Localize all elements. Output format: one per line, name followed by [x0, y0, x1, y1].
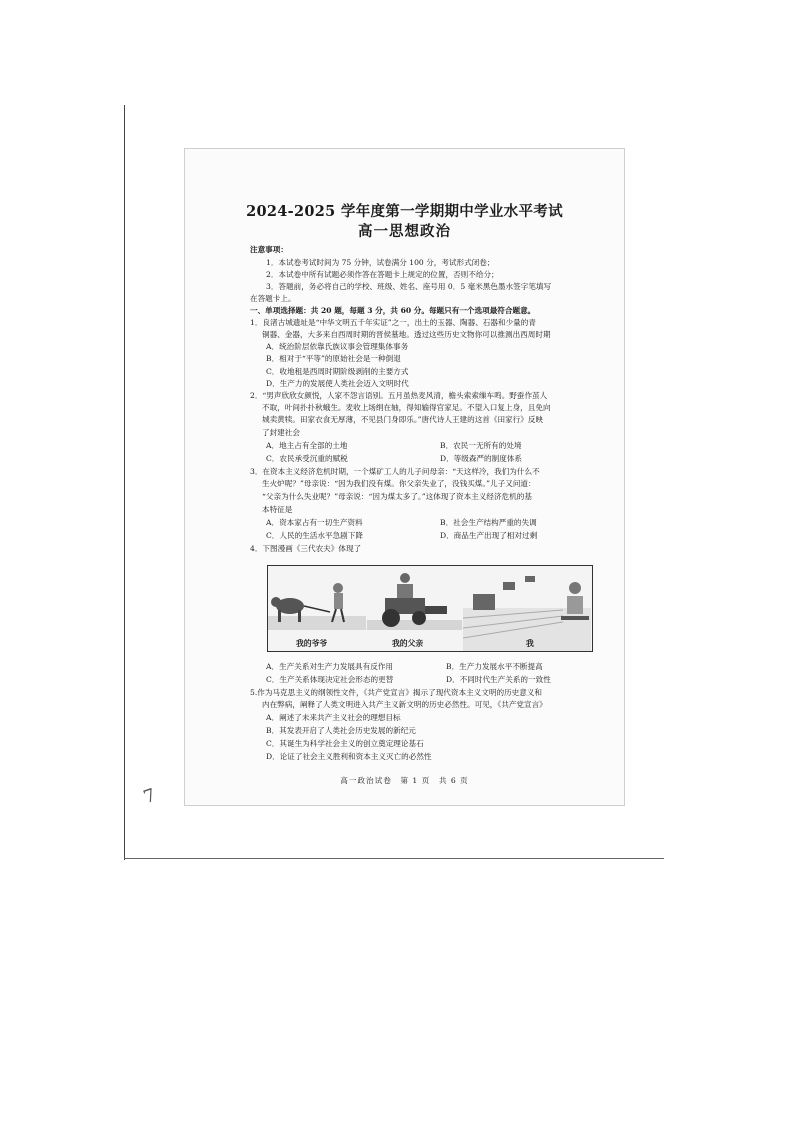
question-4-option-c: C．生产关系体现决定社会形态的更替: [266, 675, 394, 684]
notice-item: 2．本试卷中所有试题必须作答在答题卡上规定的位置，否则不给分；: [266, 270, 499, 279]
scan-border-bottom: [124, 858, 664, 859]
question-5-option-c: C．其诞生为科学社会主义的创立奠定理论基石: [266, 739, 424, 748]
exam-subject: 高一思想政治: [358, 223, 451, 240]
question-2-option-d: D．等级森严的制度体系: [440, 454, 523, 463]
question-3-text: 生火炉呢？”母亲说：“因为我们没有煤。你父亲失业了，没钱买煤。”儿子又问道：: [262, 479, 536, 488]
question-4-option-b: B．生产力发展水平不断提高: [446, 662, 543, 671]
question-3-text: 3．在资本主义经济危机时期，一个煤矿工人的儿子问母亲：“天这样冷，我们为什么不: [250, 467, 540, 476]
question-2-option-b: B．农民一无所有的处境: [440, 441, 522, 450]
question-5-option-b: B．其发表开启了人类社会历史发展的新纪元: [266, 726, 416, 735]
notice-item: 3．答题前，务必将自己的学校、班级、姓名、座号用 0．5 毫米黑色墨水签字笔填写: [266, 282, 552, 291]
comic-caption-grandfather: 我的爷爷: [296, 639, 328, 648]
comic-caption-me: 我: [526, 639, 534, 648]
question-5-option-d: D．论证了社会主义胜利和资本主义灭亡的必然性: [266, 752, 432, 761]
question-1-option-d: D．生产力的发展使人类社会迈入文明时代: [266, 379, 409, 388]
question-2-text: 2．“男声欣欣女颜悦，人家不怨言语别。五月虽热麦风清，檐头索索缫车鸣。野蚕作茧人: [250, 391, 548, 400]
question-2-option-a: A．地主占有全部的土地: [266, 441, 348, 450]
scan-border-left: [124, 105, 125, 860]
three-generations-farmer-comic: [267, 565, 593, 652]
question-2-text: 了封建社会: [262, 428, 300, 437]
section-heading: 一、单项选择题：共 20 题，每题 3 分，共 60 分。每题只有一个选项最符合题意。: [250, 306, 536, 315]
question-2-option-c: C．农民承受沉重的赋税: [266, 454, 348, 463]
notice-item: 1．本试卷考试时间为 75 分钟，试卷满分 100 分，考试形式闭卷；: [266, 258, 495, 267]
comic-caption-father: 我的父亲: [392, 639, 424, 648]
notice-item: 在答题卡上。: [250, 294, 296, 303]
notice-heading: 注意事项：: [250, 245, 288, 254]
question-3-option-d: D．商品生产出现了相对过剩: [440, 531, 538, 540]
question-5-text: 内在弊病，阐释了人类文明进入共产主义新文明的历史必然性。可见，《共产党宣言》: [262, 700, 547, 709]
question-3-option-a: A．资本家占有一切生产资料: [266, 518, 363, 527]
question-5-option-a: A．阐述了未来共产主义社会的理想目标: [266, 713, 401, 722]
scan-pen-mark: 7: [140, 784, 159, 809]
question-1-text: 1．良渚古城遗址是“中华文明五千年实证”之一，出土的玉器、陶器、石器和少量的青: [250, 318, 536, 327]
question-4-option-a: A．生产关系对生产力发展具有反作用: [266, 662, 393, 671]
question-3-text: 本特征是: [262, 505, 293, 514]
question-4-text: 4．下图漫画《三代农夫》体现了: [250, 544, 362, 553]
exam-title: 2024-2025 学年度第一学期期中学业水平考试: [246, 203, 563, 220]
question-2-text: 城卖黄犊。田家衣食无厚薄，不见县门身即乐。”唐代诗人王建的这首《田家行》反映: [262, 415, 544, 424]
question-3-text: “父亲为什么失业呢？”母亲说：“因为煤太多了。”这体现了资本主义经济危机的基: [262, 492, 532, 501]
question-4-option-d: D．不同时代生产关系的一致性: [446, 675, 551, 684]
question-1-option-b: B．相对于“平等”的原始社会是一种倒退: [266, 354, 401, 363]
question-1-text: 铜器、金器，大多来自西周时期的晋侯墓地。透过这些历史文物你可以推测出西周时期: [262, 330, 551, 339]
question-3-option-b: B．社会生产结构严重的失调: [440, 518, 537, 527]
question-1-option-c: C．收地租是西周时期阶级剥削的主要方式: [266, 367, 409, 376]
question-2-text: 不取，叶间扑扑秋蛾生。麦收上场绢在轴，得知输得官家足。不望入口复上身，且免向: [262, 403, 551, 412]
page-footer: 高一政治试卷 第 1 页 共 6 页: [340, 776, 469, 785]
question-1-option-a: A．统治阶层依靠氏族议事会管理集体事务: [266, 342, 409, 351]
question-5-text: 5.作为马克思主义的纲领性文件，《共产党宣言》揭示了现代资本主义文明的历史意义和: [250, 688, 543, 697]
question-3-option-c: C．人民的生活水平急剧下降: [266, 531, 363, 540]
